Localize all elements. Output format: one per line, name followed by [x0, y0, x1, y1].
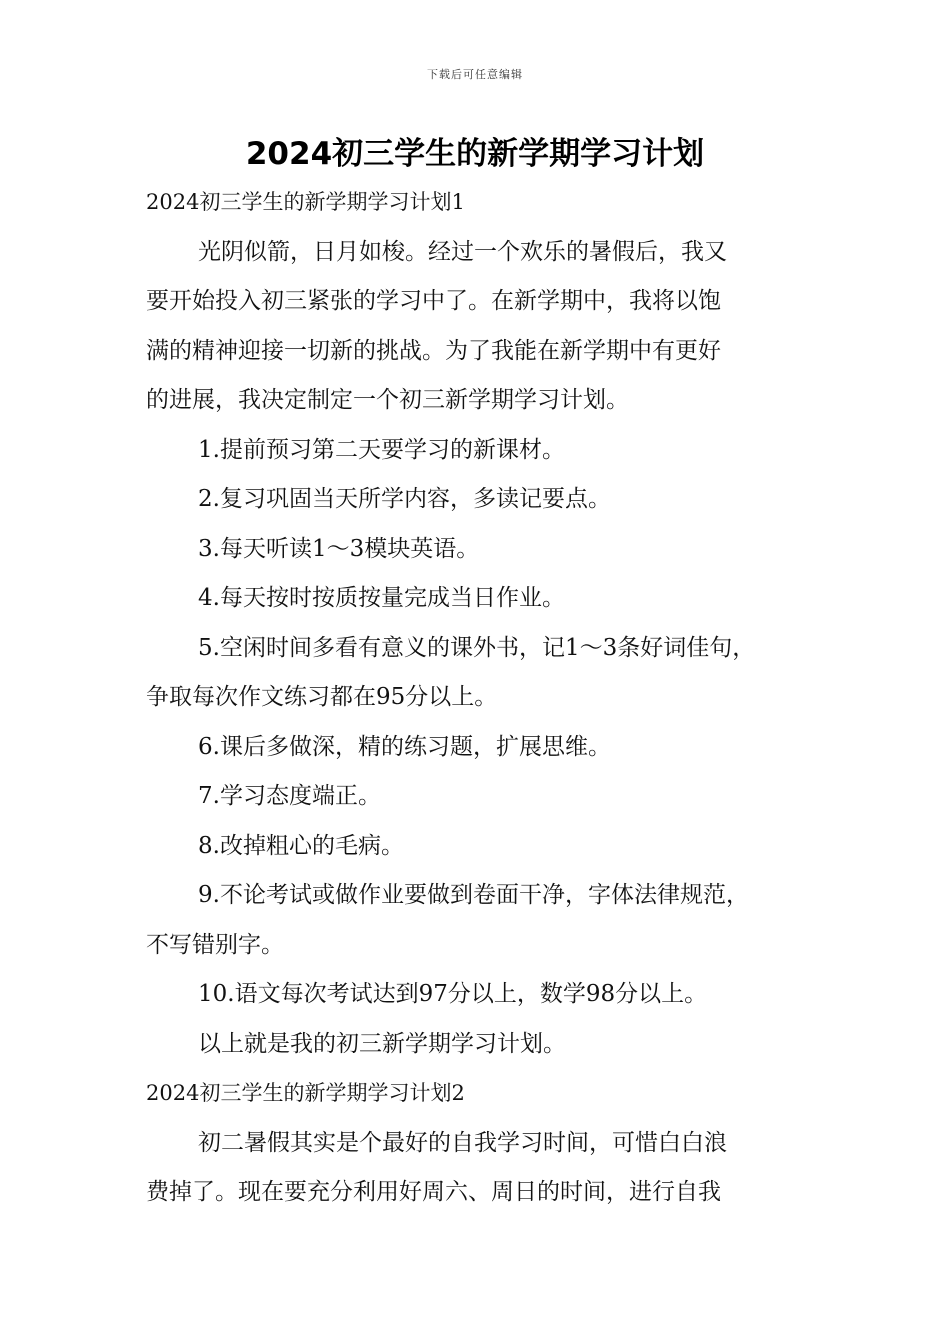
section-heading-2: 2024初三学生的新学期学习计划2	[146, 1081, 465, 1105]
plan-item-9: 9.不论考试或做作业要做到卷面干净，字体法律规范，	[198, 882, 749, 908]
plan-item-6: 6.课后多做深，精的练习题，扩展思维。	[198, 733, 611, 760]
plan-item-5: 5.空闲时间多看有意义的课外书，记1～3条好词佳句，	[198, 634, 756, 661]
paragraph-line: 要开始投入初三紧张的学习中了。在新学期中，我将以饱	[146, 288, 721, 314]
plan-item-5-continued: 争取每次作文练习都在95分以上。	[146, 684, 498, 710]
plan-item-9-continued: 不写错别字。	[146, 931, 284, 958]
paragraph-line: 光阴似箭，日月如梭。经过一个欢乐的暑假后，我又	[198, 238, 727, 265]
paragraph-line: 满的精神迎接一切新的挑战。为了我能在新学期中有更好	[146, 337, 721, 364]
paragraph-line: 费掉了。现在要充分利用好周六、周日的时间，进行自我	[146, 1179, 721, 1205]
plan-item-10: 10.语文每次考试达到97分以上，数学98分以上。	[198, 981, 708, 1007]
paragraph-line: 初二暑假其实是个最好的自我学习时间，可惜白白浪	[198, 1129, 727, 1156]
section-heading-1: 2024初三学生的新学期学习计划1	[146, 190, 465, 214]
plan-item-3: 3.每天听读1～3模块英语。	[198, 535, 480, 562]
paragraph-line: 的进展，我决定制定一个初三新学期学习计划。	[146, 387, 629, 413]
plan-item-2: 2.复习巩固当天所学内容，多读记要点。	[198, 486, 611, 512]
plan-item-4: 4.每天按时按质按量完成当日作业。	[198, 585, 565, 611]
document-title: 2024初三学生的新学期学习计划	[245, 136, 705, 172]
plan-item-1: 1.提前预习第二天要学习的新课材。	[198, 436, 565, 463]
plan-item-8: 8.改掉粗心的毛病。	[198, 832, 404, 859]
document-body	[146, 178, 816, 1218]
plan-item-7: 7.学习态度端正。	[198, 783, 381, 809]
closing-line: 以上就是我的初三新学期学习计划。	[198, 1030, 566, 1057]
header-note: 下载后可任意编辑	[427, 68, 523, 81]
